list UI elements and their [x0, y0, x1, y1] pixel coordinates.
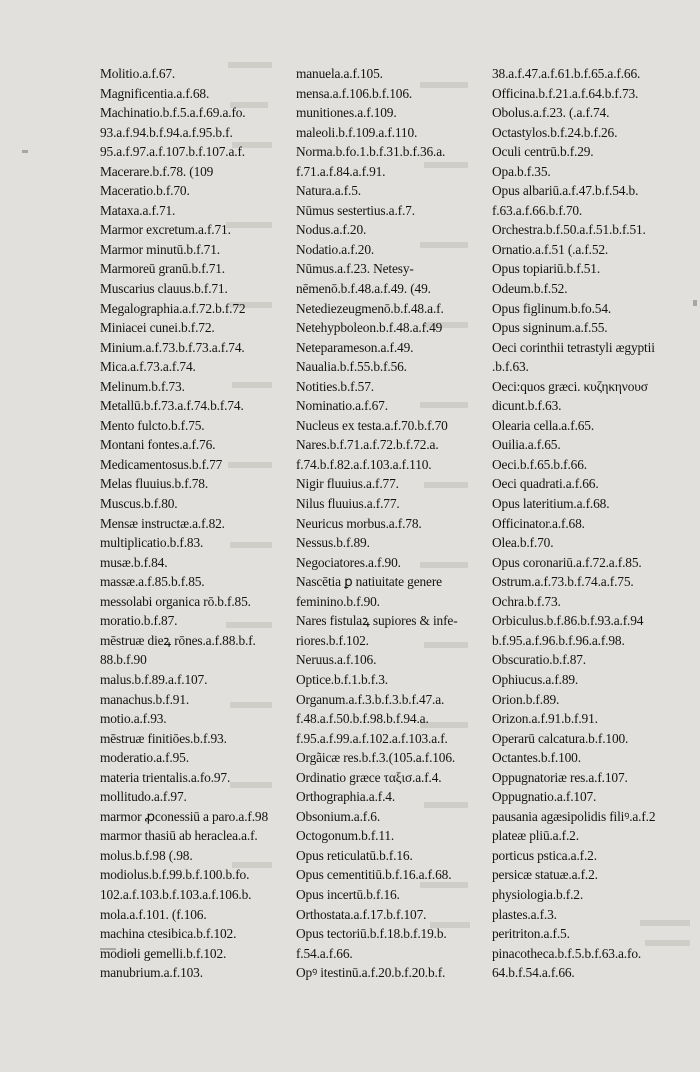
index-entry: Magnificentia.a.f.68. [100, 85, 210, 101]
index-entry: Octantes.b.f.100. [492, 750, 581, 766]
index-entry: Ornatio.a.f.51 (.a.f.52. [492, 241, 609, 257]
index-entry: Naualia.b.f.55.b.f.56. [296, 359, 407, 375]
index-entry: Ophiucus.a.f.89. [492, 671, 579, 687]
index-entry: Octastylos.b.f.24.b.f.26. [492, 124, 618, 140]
index-entry: Oeci quadrati.a.f.66. [492, 476, 599, 492]
index-entry: f.48.a.f.50.b.f.98.b.f.94.a. [296, 711, 429, 727]
index-entry: Opus reticulatū.b.f.16. [296, 847, 413, 863]
index-entry: Opus cementitiū.b.f.16.a.f.68. [296, 867, 452, 883]
index-entry: musæ.b.f.84. [100, 554, 168, 570]
index-column-2 [296, 64, 486, 983]
index-entry: messolabi organica rō.b.f.85. [100, 593, 251, 609]
index-entry: Mica.a.f.73.a.f.74. [100, 359, 196, 375]
index-entry: 93.a.f.94.b.f.94.a.f.95.b.f. [100, 124, 233, 140]
index-entry: Mataxa.a.f.71. [100, 202, 176, 218]
index-entry: 64.b.f.54.a.f.66. [492, 965, 575, 981]
index-entry: munitiones.a.f.109. [296, 105, 397, 121]
index-entry: Netediezeugmenō.b.f.48.a.f. [296, 300, 444, 316]
index-entry: Opus tectoriū.b.f.18.b.f.19.b. [296, 926, 447, 942]
index-entry: Ostrum.a.f.73.b.f.74.a.f.75. [492, 574, 634, 590]
index-entry: malus.b.f.89.a.f.107. [100, 671, 208, 687]
index-entry: Nessus.b.f.89. [296, 535, 370, 551]
index-entry: Obscuratio.b.f.87. [492, 652, 586, 668]
index-entry: Nucleus ex testa.a.f.70.b.f.70 [296, 417, 448, 433]
index-entry: multiplicatio.b.f.83. [100, 535, 204, 551]
index-entry: Opa.b.f.35. [492, 163, 551, 179]
index-entry: persicæ statuæ.a.f.2. [492, 867, 598, 883]
index-entry: mollitudo.a.f.97. [100, 789, 187, 805]
index-entry: Nominatio.a.f.67. [296, 398, 388, 414]
index-entry: modiolus.b.f.99.b.f.100.b.fo. [100, 867, 250, 883]
index-entry: Opꝰ itestinū.a.f.20.b.f.20.b.f. [296, 965, 446, 981]
index-entry: mēstruæ finitiōes.b.f.93. [100, 730, 227, 746]
index-entry: feminino.b.f.90. [296, 593, 380, 609]
index-entry: Oculi centrū.b.f.29. [492, 144, 594, 160]
index-entry: Montani fontes.a.f.76. [100, 437, 216, 453]
index-entry: Melas fluuius.b.f.78. [100, 476, 209, 492]
index-entry: Nares.b.f.71.a.f.72.b.f.72.a. [296, 437, 439, 453]
index-entry: Marmor minutū.b.f.71. [100, 241, 220, 257]
index-entry: Nares fistulaꝝ supiores & infe- [296, 613, 458, 629]
index-entry: mola.a.f.101. (f.106. [100, 906, 207, 922]
index-entry: Mensæ instructæ.a.f.82. [100, 515, 225, 531]
index-entry: peritriton.a.f.5. [492, 926, 570, 942]
index-entry: Odeum.b.f.52. [492, 281, 568, 297]
index-entry: Ordinatio græce ταξισ.a.f.4. [296, 769, 442, 785]
index-entry: Muscus.b.f.80. [100, 496, 178, 512]
index-column-3 [492, 64, 692, 983]
index-entry: f.63.a.f.66.b.f.70. [492, 202, 583, 218]
index-entry: Neuricus morbus.a.f.78. [296, 515, 422, 531]
index-entry: Melinum.b.f.73. [100, 378, 185, 394]
index-entry: Negociatores.a.f.90. [296, 554, 401, 570]
index-entry: Orthostata.a.f.17.b.f.107. [296, 906, 427, 922]
index-entry: Muscarius clauus.b.f.71. [100, 281, 228, 297]
index-entry: .b.f.63. [492, 359, 529, 375]
index-entry: materia trientalis.a.fo.97. [100, 769, 231, 785]
index-entry: Opus incertū.b.f.16. [296, 886, 400, 902]
index-entry: plateæ pliū.a.f.2. [492, 828, 579, 844]
index-entry: marmor ꝓconessiū a paro.a.f.98 [100, 808, 268, 824]
index-entry: Megalographia.a.f.72.b.f.72 [100, 300, 246, 316]
index-entry: moderatio.a.f.95. [100, 750, 189, 766]
index-entry: Oeci:quos græci. κυζηκηνουσ [492, 378, 648, 394]
index-entry: dicunt.b.f.63. [492, 398, 562, 414]
index-entry: Medicamentosus.b.f.77 [100, 456, 223, 472]
index-entry: Norma.b.fo.1.b.f.31.b.f.36.a. [296, 144, 446, 160]
index-entry: pinacotheca.b.f.5.b.f.63.a.fo. [492, 945, 642, 961]
index-entry: Orbiculus.b.f.86.b.f.93.a.f.94 [492, 613, 644, 629]
index-entry: Notities.b.f.57. [296, 378, 374, 394]
index-entry: f.95.a.f.99.a.f.102.a.f.103.a.f. [296, 730, 448, 746]
index-entry: manubrium.a.f.103. [100, 965, 203, 981]
index-entry: Nilus fluuius.a.f.77. [296, 496, 400, 512]
index-entry: Oeci.b.f.65.b.f.66. [492, 456, 587, 472]
index-entry: Marmoreū granū.b.f.71. [100, 261, 225, 277]
index-entry: manachus.b.f.91. [100, 691, 190, 707]
index-entry: physiologia.b.f.2. [492, 886, 584, 902]
index-entry: Octogonum.b.f.11. [296, 828, 395, 844]
index-entry: f.71.a.f.84.a.f.91. [296, 163, 386, 179]
index-entry: b.f.95.a.f.96.b.f.96.a.f.98. [492, 632, 625, 648]
index-entry: Neruus.a.f.106. [296, 652, 377, 668]
index-entry: molus.b.f.98 (.98. [100, 847, 193, 863]
index-entry: Opus topiariū.b.f.51. [492, 261, 601, 277]
index-entry: Nigir fluuius.a.f.77. [296, 476, 399, 492]
index-entry: Minium.a.f.73.b.f.73.a.f.74. [100, 339, 245, 355]
index-entry: Orthographia.a.f.4. [296, 789, 396, 805]
index-entry: Obsonium.a.f.6. [296, 808, 381, 824]
index-entry: moratio.b.f.87. [100, 613, 178, 629]
index-entry: Ouilia.a.f.65. [492, 437, 561, 453]
index-entry: Obolus.a.f.23. (.a.f.74. [492, 105, 610, 121]
index-entry: Orchestra.b.f.50.a.f.51.b.f.51. [492, 222, 646, 238]
index-entry: modioli gemelli.b.f.102. [100, 945, 227, 961]
index-entry: Opus figlinum.b.fo.54. [492, 300, 612, 316]
index-entry: Orion.b.f.89. [492, 691, 560, 707]
index-entry: pausania agæsipolidis filiꝰ.a.f.2 [492, 808, 656, 824]
index-entry: motio.a.f.93. [100, 711, 167, 727]
index-entry: Molitio.a.f.67. [100, 66, 176, 81]
index-entry: porticus pstica.a.f.2. [492, 847, 597, 863]
index-entry: Miniacei cunei.b.f.72. [100, 320, 215, 336]
index-entry: Organum.a.f.3.b.f.3.b.f.47.a. [296, 691, 445, 707]
index-entry: Officinator.a.f.68. [492, 515, 585, 531]
index-entry: riores.b.f.102. [296, 632, 369, 648]
index-entry: Orizon.a.f.91.b.f.91. [492, 711, 598, 727]
index-entry: f.54.a.f.66. [296, 945, 353, 961]
index-entry: Oeci corinthii tetrastyli ægyptii [492, 339, 655, 355]
index-entry: 38.a.f.47.a.f.61.b.f.65.a.f.66. [492, 66, 641, 81]
index-entry: mēstruæ dieꝝ rōnes.a.f.88.b.f. [100, 632, 256, 648]
index-entry: Nodatio.a.f.20. [296, 241, 375, 257]
index-entry: Operarū calcatura.b.f.100. [492, 730, 629, 746]
index-entry: Metallū.b.f.73.a.f.74.b.f.74. [100, 398, 244, 414]
index-entry: Opus albariū.a.f.47.b.f.54.b. [492, 183, 639, 199]
index-entry: mensa.a.f.106.b.f.106. [296, 85, 413, 101]
index-entry: Neteparameson.a.f.49. [296, 339, 414, 355]
index-entry: plastes.a.f.3. [492, 906, 557, 922]
index-entry: Nūmus sestertius.a.f.7. [296, 202, 415, 218]
index-entry: machina ctesibica.b.f.102. [100, 926, 237, 942]
index-entry: Mento fulcto.b.f.75. [100, 417, 205, 433]
index-entry: f.74.b.f.82.a.f.103.a.f.110. [296, 456, 432, 472]
index-entry: Olearia cella.a.f.65. [492, 417, 595, 433]
index-entry: massæ.a.f.85.b.f.85. [100, 574, 205, 590]
index-entry: Officina.b.f.21.a.f.64.b.f.73. [492, 85, 639, 101]
index-entry: Netehypboleon.b.f.48.a.f.49 [296, 320, 443, 336]
index-entry: Opus lateritium.a.f.68. [492, 496, 610, 512]
index-entry: Oppugnatio.a.f.107. [492, 789, 597, 805]
index-entry: Natura.a.f.5. [296, 183, 361, 199]
index-entry: manuela.a.f.105. [296, 66, 383, 81]
index-column-1 [100, 64, 285, 983]
index-entry: maleoli.b.f.109.a.f.110. [296, 124, 418, 140]
index-entry: Ochra.b.f.73. [492, 593, 561, 609]
index-entry: 95.a.f.97.a.f.107.b.f.107.a.f. [100, 144, 245, 160]
index-entry: Optice.b.f.1.b.f.3. [296, 671, 388, 687]
index-entry: Oppugnatoriæ res.a.f.107. [492, 769, 628, 785]
index-entry: Orgãicæ res.b.f.3.(105.a.f.106. [296, 750, 456, 766]
index-entry: Marmor excretum.a.f.71. [100, 222, 231, 238]
index-entry: nēmenō.b.f.48.a.f.49. (49. [296, 281, 431, 297]
index-entry: Nodus.a.f.20. [296, 222, 367, 238]
index-entry: Maceratio.b.f.70. [100, 183, 190, 199]
index-entry: Opus coronariū.a.f.72.a.f.85. [492, 554, 642, 570]
index-entry: marmor thasiū ab heraclea.a.f. [100, 828, 258, 844]
index-entry: Machinatio.b.f.5.a.f.69.a.fo. [100, 105, 246, 121]
index-entry: Opus signinum.a.f.55. [492, 320, 608, 336]
index-entry: 102.a.f.103.b.f.103.a.f.106.b. [100, 886, 252, 902]
index-entry: Olea.b.f.70. [492, 535, 554, 551]
index-entry: Nūmus.a.f.23. Netesy- [296, 261, 414, 277]
index-entry: Macerare.b.f.78. (109 [100, 163, 214, 179]
index-entry: Nascētia ꝑ natiuitate genere [296, 574, 442, 590]
index-entry: 88.b.f.90 [100, 652, 147, 668]
